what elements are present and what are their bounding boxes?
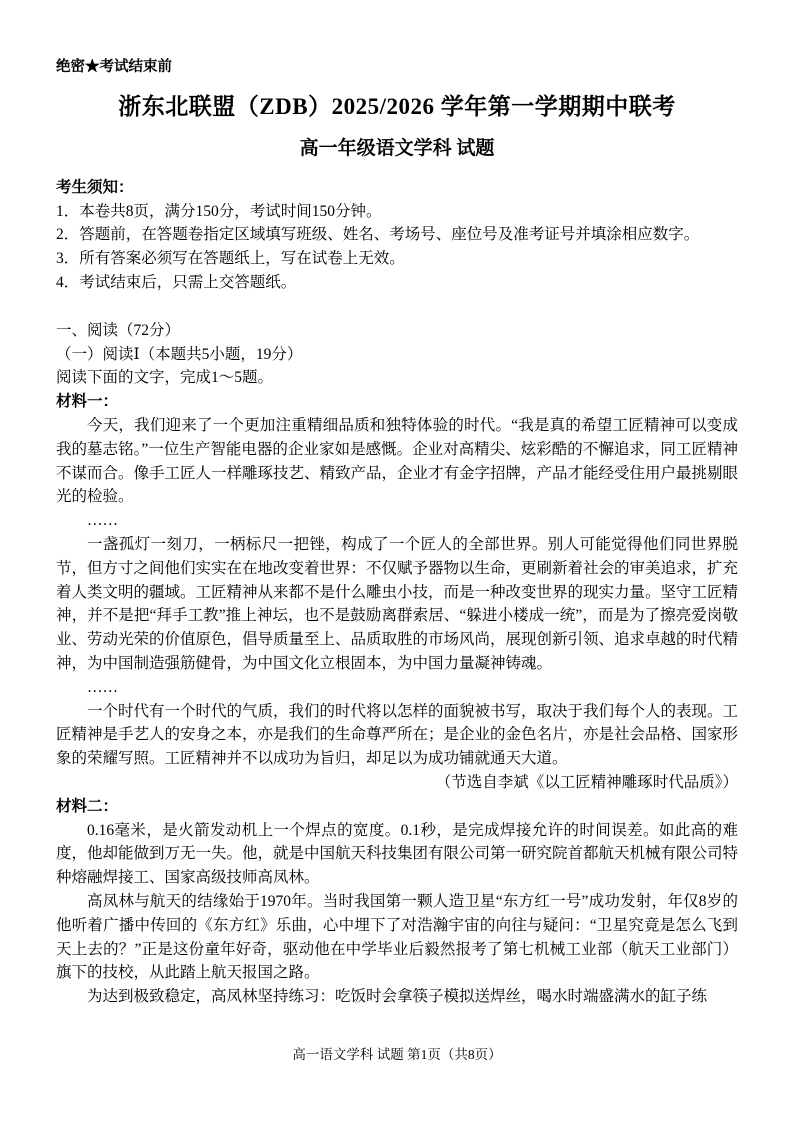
- section-heading: 一、阅读（72分）: [56, 321, 181, 339]
- material1-ellipsis: ……: [87, 512, 118, 530]
- page-title: 浙东北联盟（ZDB）2025/2026 学年第一学期期中联考: [118, 93, 676, 119]
- notice-item: 3．所有答案必须写在答题纸上，写在试卷上无效。: [56, 250, 405, 268]
- reading-instruction: 阅读下面的文字，完成1～5题。: [56, 369, 274, 387]
- material1-attribution: （节选自李斌《以工匠精神雕琢时代品质》）: [435, 773, 738, 791]
- subsection-heading: （一）阅读Ⅰ（本题共5小题，19分）: [56, 345, 303, 363]
- material2-paragraph: 为达到极致稳定，高凤林坚持练习：吃饭时会拿筷子模拟送焊丝，喝水时端盛满水的缸子练: [87, 988, 708, 1006]
- material1-paragraph: 一个时代有一个时代的气质，我们的时代将以怎样的面貌被书写，取决于我们每个人的表现。工匠精神是手艺人的安身之本，亦是我们的生命尊严所在；是企业的金色名片，亦是社会品格、国家形象的荣耀写照。工匠精神并不以成功为旨归，却足以为成功铺就通天大道。: [56, 702, 739, 768]
- material2-paragraph: 0.16毫米，是火箭发动机上一个焊点的宽度。0.1秒，是完成焊接允许的时间误差。如此高的难度，他却能做到万无一失。他，就是中国航天科技集团有限公司第一研究院首都航天机械有限公司特种熔融焊接工、国家高级技师高凤林。: [56, 821, 739, 887]
- page-subtitle: 高一年级语文学科 试题: [299, 137, 495, 159]
- material1-ellipsis: ……: [87, 678, 118, 696]
- material2-paragraph: 高凤林与航天的结缘始于1970年。当时我国第一颗人造卫星“东方红一号”成功发射，年仅8岁的他听着广播中传回的《东方红》乐曲，心中埋下了对浩瀚宇宙的向往与疑问：“卫星究竟是怎么飞到天上去的？”正是这份童年好奇，驱动他在中学毕业后毅然报考了第七机械工业部（航天工业部门）旗下的技校，从此踏上航天报国之路。: [56, 892, 738, 982]
- notice-heading: 考生须知：: [56, 178, 134, 196]
- candidate-notice: [56, 176, 738, 295]
- notice-item: 1．本卷共8页，满分150分，考试时间150分钟。: [56, 202, 382, 220]
- material2-label: 材料二：: [56, 797, 119, 815]
- material1-paragraph: 一盏孤灯一刻刀，一柄标尺一把锉，构成了一个匠人的全部世界。别人可能觉得他们同世界脱节，但方寸之间他们实实在在地改变着世界：不仅赋予器物以生命，更刷新着社会的审美追求，扩充着人类文明的疆域。工匠精神从来都不是什么雕虫小技，而是一种改变世界的现实力量。坚守工匠精神，并不是把“拜手工教”推上神坛，也不是鼓励离群索居、“躲进小楼成一统”，而是为了擦亮爱岗敬业、劳动光荣的价值原色，倡导质量至上、品质取胜的市场风尚，展现创新引领、追求卓越的时代精神，为中国制造强筋健骨，为中国文化立根固本，为中国力量凝神铸魂。: [56, 535, 739, 672]
- page-footer: 高一语文学科 试题 第1页（共8页）: [292, 1047, 502, 1063]
- security-label: 绝密★考试结束前: [56, 59, 172, 75]
- reading-section: [56, 319, 738, 1009]
- material1-paragraph: 今天，我们迎来了一个更加注重精细品质和独特体验的时代。“我是真的希望工匠精神可以变成我的墓志铭。”一位生产智能电器的企业家如是感慨。企业对高精尖、炫彩酷的不懈追求，同工匠精神不谋而合。像手工匠人一样雕琢技艺、精致产品，企业才有金字招牌，产品才能经受住用户最挑剔眼光的检验。: [56, 416, 739, 506]
- notice-item: 4．考试结束后，只需上交答题纸。: [56, 273, 297, 291]
- notice-item: 2．答题前，在答题卷指定区域填写班级、姓名、考场号、座位号及准考证号并填涂相应数字。: [56, 226, 700, 244]
- material1-label: 材料一：: [56, 393, 119, 411]
